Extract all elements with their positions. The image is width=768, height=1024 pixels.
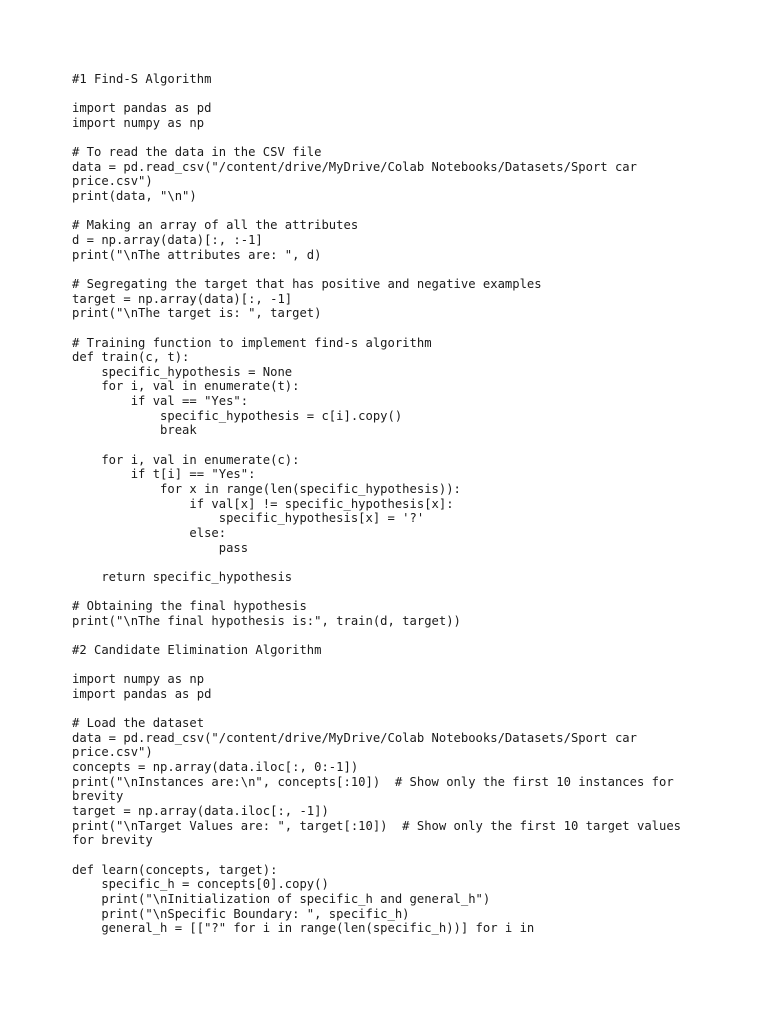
code-line: #2 Candidate Elimination Algorithm	[72, 642, 322, 657]
code-line: concepts = np.array(data.iloc[:, 0:-1])	[72, 760, 359, 775]
code-line: for i, val in enumerate(c):	[72, 452, 300, 467]
blank-line	[72, 584, 712, 599]
code-line: if val[x] != specific_hypothesis[x]:	[72, 496, 454, 511]
code-line: general_h = [["?" for i in range(len(specific_h))] for i in	[72, 921, 535, 936]
blank-line	[72, 262, 712, 277]
blank-line	[72, 555, 712, 570]
code-line: break	[72, 423, 197, 438]
code-line: def train(c, t):	[72, 350, 190, 365]
code-line: for x in range(len(specific_hypothesis)):	[72, 481, 461, 496]
code-line: d = np.array(data)[:, :-1]	[72, 233, 263, 248]
blank-line	[72, 131, 712, 146]
code-line: print("\nThe target is: ", target)	[72, 306, 322, 321]
code-line: # Making an array of all the attributes	[72, 218, 359, 233]
code-line: import numpy as np	[72, 672, 205, 687]
code-line: target = np.array(data)[:, -1]	[72, 291, 293, 306]
blank-line	[72, 204, 712, 219]
code-line: import pandas as pd	[72, 101, 212, 116]
blank-line	[72, 438, 712, 453]
code-line: data = pd.read_csv("/content/drive/MyDrive/Colab Notebooks/Datasets/Sport car	[72, 159, 637, 174]
blank-line	[72, 87, 712, 102]
code-line: print("\nSpecific Boundary: ", specific_h)	[72, 906, 410, 921]
code-line: specific_hypothesis = c[i].copy()	[72, 408, 403, 423]
code-line: # To read the data in the CSV file	[72, 145, 322, 160]
blank-line	[72, 628, 712, 643]
code-line: #1 Find-S Algorithm	[72, 72, 212, 86]
code-line: specific_hypothesis = None	[72, 364, 293, 379]
code-line: print("\nThe attributes are: ", d)	[72, 247, 322, 262]
code-line: # Segregating the target that has positive and negative examples	[72, 276, 542, 291]
code-line: print(data, "\n")	[72, 189, 197, 204]
code-line: if t[i] == "Yes":	[72, 467, 256, 482]
code-line: def learn(concepts, target):	[72, 862, 278, 877]
code-line: if val == "Yes":	[72, 394, 249, 409]
blank-line	[72, 658, 712, 673]
code-line: specific_hypothesis[x] = '?'	[72, 511, 425, 526]
code-line: # Load the dataset	[72, 716, 205, 731]
code-line: target = np.array(data.iloc[:, -1])	[72, 804, 329, 819]
code-line: import numpy as np	[72, 115, 205, 130]
code-line: price.csv")	[72, 745, 153, 760]
code-line: # Training function to implement find-s algorithm	[72, 335, 432, 350]
code-line: import pandas as pd	[72, 686, 212, 701]
code-line: else:	[72, 525, 227, 540]
code-line: print("\nInstances are:\n", concepts[:10]) # Show only the first 10 instances for	[72, 774, 674, 789]
code-line: # Obtaining the final hypothesis	[72, 599, 307, 614]
code-line: for i, val in enumerate(t):	[72, 379, 300, 394]
code-line: price.csv")	[72, 174, 153, 189]
code-line: print("\nInitialization of specific_h and general_h")	[72, 891, 491, 906]
blank-line	[72, 848, 712, 863]
code-line: brevity	[72, 789, 124, 804]
code-line: pass	[72, 540, 249, 555]
code-line: return specific_hypothesis	[72, 569, 293, 584]
code-line: specific_h = concepts[0].copy()	[72, 877, 329, 892]
code-block	[72, 72, 712, 936]
blank-line	[72, 702, 712, 717]
code-line: print("\nTarget Values are: ", target[:10]) # Show only the first 10 target values	[72, 818, 682, 833]
code-line: data = pd.read_csv("/content/drive/MyDrive/Colab Notebooks/Datasets/Sport car	[72, 730, 637, 745]
blank-line	[72, 321, 712, 336]
code-line: for brevity	[72, 833, 153, 848]
code-line: print("\nThe final hypothesis is:", train(d, target))	[72, 613, 461, 628]
